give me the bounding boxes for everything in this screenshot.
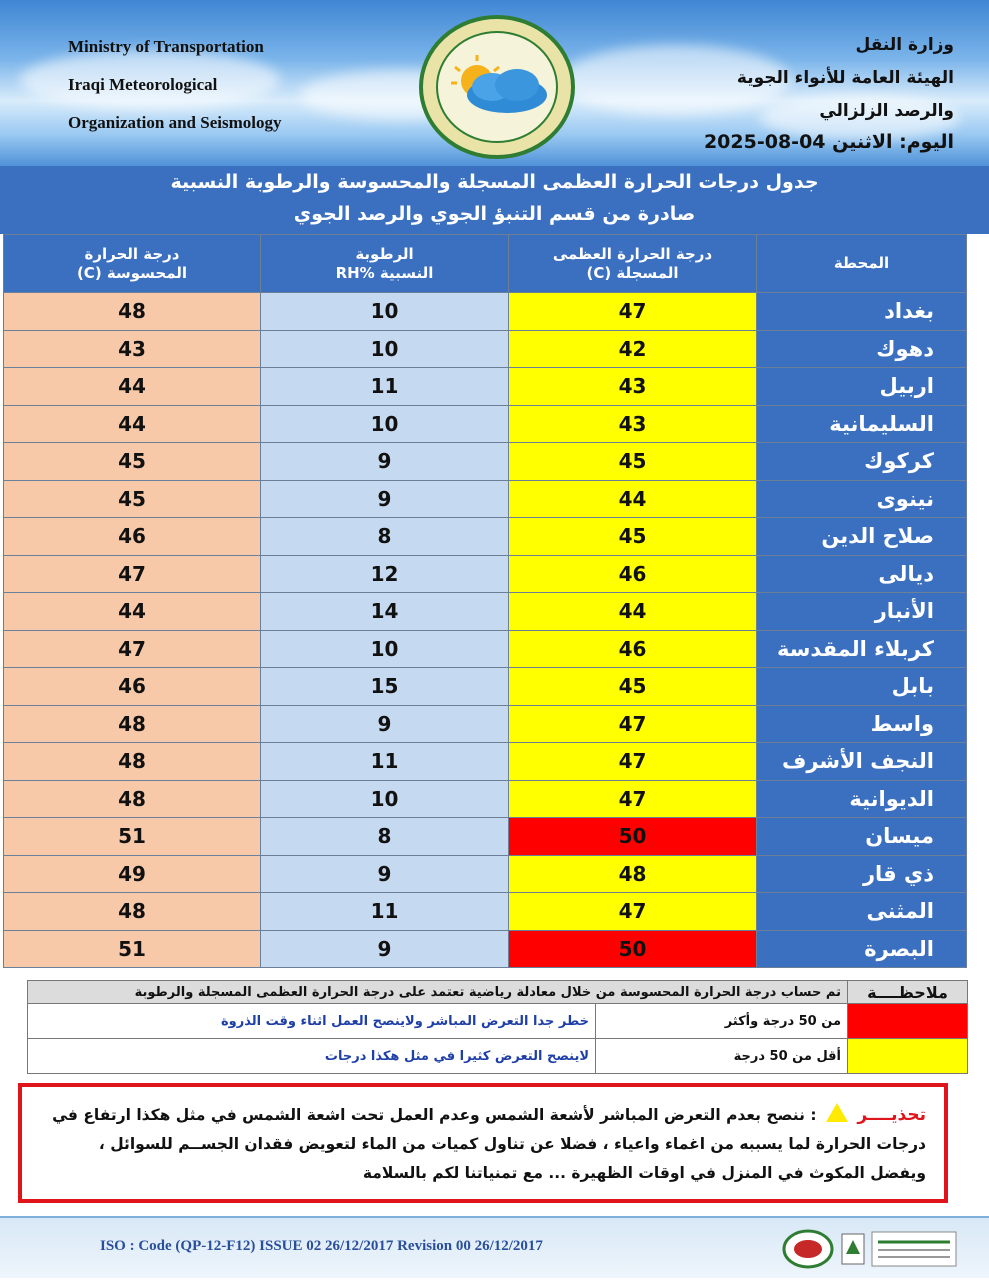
max-temp-cell: 43 [509, 405, 757, 443]
table-row [4, 668, 967, 706]
notes-legend [27, 980, 968, 1074]
feels-like-cell: 47 [4, 630, 261, 668]
legend-red-range: من 50 درجة وأكثر [596, 1004, 848, 1039]
notes-row-red [28, 1004, 968, 1039]
iso-code: ISO : Code (QP-12-F12) ISSUE 02 26/12/2017 Revision 00 26/12/2017 [100, 1238, 543, 1254]
feels-like-cell: 44 [4, 368, 261, 406]
feels-like-cell: 48 [4, 293, 261, 331]
humidity-cell: 9 [261, 855, 509, 893]
station-name-cell: كربلاء المقدسة [757, 630, 967, 668]
header-max-temp: درجة الحرارة العظمى المسجلة (C) [509, 235, 757, 293]
warning-box [18, 1083, 948, 1203]
max-temp-cell: 50 [509, 930, 757, 968]
humidity-cell: 14 [261, 593, 509, 631]
humidity-cell: 12 [261, 555, 509, 593]
station-name-cell: المثنى [757, 893, 967, 931]
max-temp-cell: 45 [509, 443, 757, 481]
notes-row-calc [28, 981, 968, 1004]
feels-like-cell: 51 [4, 930, 261, 968]
warning-word: تحذيــــر [857, 1105, 926, 1125]
table-header-row [4, 235, 967, 293]
humidity-cell: 10 [261, 780, 509, 818]
table-row [4, 893, 967, 931]
max-temp-cell: 46 [509, 630, 757, 668]
table-row [4, 368, 967, 406]
table-row [4, 705, 967, 743]
note-label: ملاحظــــة [848, 981, 968, 1004]
table-row [4, 780, 967, 818]
humidity-cell: 10 [261, 630, 509, 668]
station-name-cell: البصرة [757, 930, 967, 968]
table-row [4, 518, 967, 556]
table-row [4, 443, 967, 481]
header-humidity: الرطوبة النسبية %RH [261, 235, 509, 293]
legend-yellow-range: أقل من 50 درجة [596, 1039, 848, 1074]
header-feels-like: درجة الحرارة المحسوسة (C) [4, 235, 261, 293]
certification-seal-icon [784, 1231, 832, 1267]
title-line-2: صادرة من قسم التنبؤ الجوي والرصد الجوي [293, 203, 696, 225]
feels-like-cell: 44 [4, 405, 261, 443]
legend-yellow-desc: لاينصح التعرض كثيرا في مثل هكذا درجات [28, 1039, 596, 1074]
feels-like-cell: 47 [4, 555, 261, 593]
humidity-cell: 8 [261, 818, 509, 856]
humidity-cell: 11 [261, 368, 509, 406]
table-row [4, 593, 967, 631]
en-line-ministry: Ministry of Transportation [68, 37, 264, 56]
footer-logos [780, 1228, 960, 1270]
humidity-cell: 11 [261, 743, 509, 781]
table-row [4, 818, 967, 856]
ar-line-ministry: وزارة النقل [855, 35, 954, 55]
station-name-cell: الديوانية [757, 780, 967, 818]
station-name-cell: دهوك [757, 330, 967, 368]
warning-line-3: ويفضل المكوث في المنزل في اوقات الظهيرة ... مع تمنياتنا لكم بالسلامة [362, 1164, 926, 1182]
feels-like-cell: 46 [4, 518, 261, 556]
max-temp-cell: 48 [509, 855, 757, 893]
feels-like-cell: 43 [4, 330, 261, 368]
station-name-cell: ميسان [757, 818, 967, 856]
station-name-cell: صلاح الدين [757, 518, 967, 556]
station-name-cell: بابل [757, 668, 967, 706]
quality-stamp-icon [872, 1232, 956, 1266]
iso-mark-icon [842, 1234, 864, 1264]
title-line-1: جدول درجات الحرارة العظمى المسجلة والمحسوسة والرطوبة النسبية [170, 171, 819, 193]
temperature-table [3, 234, 967, 968]
en-line-meteorological: Iraqi Meteorological [68, 75, 218, 94]
max-temp-cell: 46 [509, 555, 757, 593]
table-row [4, 293, 967, 331]
legend-swatch-red [848, 1004, 968, 1039]
max-temp-cell: 47 [509, 293, 757, 331]
notes-row-yellow [28, 1039, 968, 1074]
humidity-cell: 8 [261, 518, 509, 556]
max-temp-cell: 44 [509, 593, 757, 631]
humidity-cell: 10 [261, 293, 509, 331]
sun-cloud-seal-icon [417, 15, 577, 160]
humidity-cell: 11 [261, 893, 509, 931]
table-row [4, 330, 967, 368]
station-name-cell: ديالى [757, 555, 967, 593]
feels-like-cell: 45 [4, 480, 261, 518]
warning-line-1 [40, 1101, 926, 1130]
station-name-cell: النجف الأشرف [757, 743, 967, 781]
feels-like-cell: 48 [4, 705, 261, 743]
max-temp-cell: 47 [509, 780, 757, 818]
feels-like-cell: 44 [4, 593, 261, 631]
warning-line-2: درجات الحرارة لما يسببه من اغماء واعياء ، فضلا عن تناول كميات من الماء لتعويض فقدان الجســم للسوائل ، [98, 1135, 926, 1153]
feels-like-cell: 46 [4, 668, 261, 706]
feels-like-cell: 49 [4, 855, 261, 893]
header-station: المحطة [757, 235, 967, 293]
ar-line-authority: الهيئة العامة للأنواء الجوية [736, 68, 954, 88]
feels-like-cell: 51 [4, 818, 261, 856]
feels-like-cell: 48 [4, 780, 261, 818]
table-title [0, 166, 989, 234]
humidity-cell: 10 [261, 330, 509, 368]
calc-note: تم حساب درجة الحرارة المحسوسة من خلال معادلة رياضية تعتمد على درجة الحرارة العظمى المسجلة والرطوبة [28, 981, 848, 1004]
humidity-cell: 15 [261, 668, 509, 706]
en-line-organization: Organization and Seismology [68, 113, 282, 132]
legend-red-desc: خطر جدا التعرض المباشر ولاينصح العمل اثناء وقت الذروة [28, 1004, 596, 1039]
max-temp-cell: 43 [509, 368, 757, 406]
max-temp-cell: 42 [509, 330, 757, 368]
table-row [4, 930, 967, 968]
station-name-cell: ذي قار [757, 855, 967, 893]
station-name-cell: اربيل [757, 368, 967, 406]
station-name-cell: كركوك [757, 443, 967, 481]
table-row [4, 555, 967, 593]
humidity-cell: 9 [261, 705, 509, 743]
feels-like-cell: 45 [4, 443, 261, 481]
legend-swatch-yellow [848, 1039, 968, 1074]
station-name-cell: نينوى [757, 480, 967, 518]
humidity-cell: 9 [261, 930, 509, 968]
max-temp-cell: 45 [509, 668, 757, 706]
max-temp-cell: 45 [509, 518, 757, 556]
english-org-name [68, 30, 358, 144]
humidity-cell: 9 [261, 480, 509, 518]
feels-like-cell: 48 [4, 743, 261, 781]
ar-line-seismic: والرصد الزلزالي [819, 101, 954, 121]
max-temp-cell: 47 [509, 893, 757, 931]
max-temp-cell: 47 [509, 743, 757, 781]
max-temp-cell: 44 [509, 480, 757, 518]
humidity-cell: 9 [261, 443, 509, 481]
warning-text-1: : ننصح بعدم التعرض المباشر لأشعة الشمس وعدم العمل تحت اشعة الشمس في مثل هكذا ارتفاع في [52, 1106, 817, 1124]
max-temp-cell: 47 [509, 705, 757, 743]
report-date: اليوم: الاثنين 04-08-2025 [703, 131, 954, 153]
feels-like-cell: 48 [4, 893, 261, 931]
table-row [4, 480, 967, 518]
arabic-org-name [624, 30, 954, 129]
humidity-cell: 10 [261, 405, 509, 443]
max-temp-cell: 50 [509, 818, 757, 856]
table-row [4, 743, 967, 781]
table-row [4, 405, 967, 443]
station-name-cell: بغداد [757, 293, 967, 331]
table-row [4, 630, 967, 668]
station-name-cell: واسط [757, 705, 967, 743]
table-row [4, 855, 967, 893]
station-name-cell: الأنبار [757, 593, 967, 631]
station-name-cell: السليمانية [757, 405, 967, 443]
warning-triangle-icon [826, 1103, 848, 1122]
